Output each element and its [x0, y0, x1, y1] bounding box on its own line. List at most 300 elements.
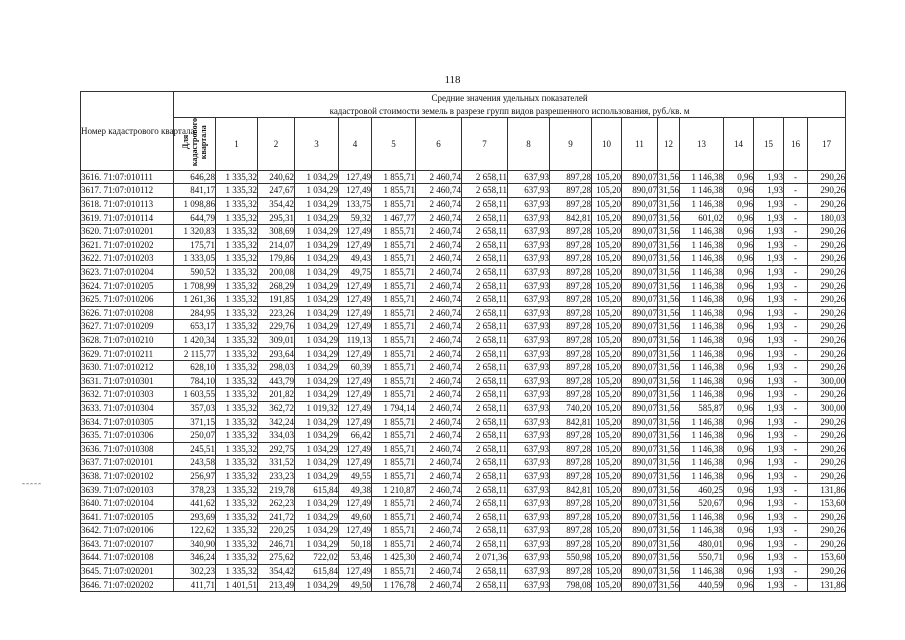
value-cell: 133,75: [339, 198, 372, 212]
value-cell: 0,96: [724, 469, 754, 483]
value-cell: 2 658,11: [462, 442, 508, 456]
cadastral-quarter-cell: 3622. 71:07:010203: [81, 252, 174, 266]
value-cell: 628,10: [174, 361, 216, 375]
value-cell: 105,20: [592, 238, 622, 252]
value-cell: 0,96: [724, 238, 754, 252]
value-cell: 897,28: [550, 442, 592, 456]
value-cell: 290,26: [808, 456, 846, 470]
cadastral-quarter-header: Номер кадастрового квартала: [81, 92, 174, 171]
value-cell: 2 658,11: [462, 279, 508, 293]
value-cell: 2 460,74: [416, 442, 462, 456]
value-cell: 897,28: [550, 374, 592, 388]
value-cell: 0,96: [724, 252, 754, 266]
value-cell: 0,96: [724, 374, 754, 388]
value-cell: -: [784, 537, 808, 551]
value-cell: 1 855,71: [372, 184, 416, 198]
value-cell: 1 098,86: [174, 198, 216, 212]
value-cell: 60,39: [339, 361, 372, 375]
value-cell: 1,93: [754, 469, 784, 483]
value-cell: 233,23: [258, 469, 295, 483]
value-cell: 1 034,29: [295, 497, 339, 511]
value-cell: 897,28: [550, 333, 592, 347]
value-cell: 897,28: [550, 565, 592, 579]
column-header-4: 4: [339, 118, 372, 171]
value-cell: 1 603,55: [174, 388, 216, 402]
value-cell: 31,56: [658, 469, 680, 483]
column-header-13: 13: [680, 118, 724, 171]
value-cell: 890,07: [622, 306, 658, 320]
value-cell: 890,07: [622, 266, 658, 280]
value-cell: 0,96: [724, 537, 754, 551]
value-cell: 290,26: [808, 225, 846, 239]
stray-mark: -----: [22, 478, 42, 488]
value-cell: -: [784, 198, 808, 212]
value-cell: -: [784, 170, 808, 184]
value-cell: 1,93: [754, 238, 784, 252]
value-cell: 49,55: [339, 469, 372, 483]
value-cell: 1 855,71: [372, 266, 416, 280]
value-cell: 1 335,32: [216, 442, 258, 456]
value-cell: -: [784, 429, 808, 443]
value-cell: 2 658,11: [462, 252, 508, 266]
value-cell: 1 146,38: [680, 320, 724, 334]
value-cell: 615,84: [295, 483, 339, 497]
value-cell: 2 460,74: [416, 333, 462, 347]
value-cell: -: [784, 225, 808, 239]
value-cell: 31,56: [658, 374, 680, 388]
value-cell: 2 658,11: [462, 401, 508, 415]
value-cell: 0,96: [724, 306, 754, 320]
value-cell: 31,56: [658, 211, 680, 225]
column-header-6: 6: [416, 118, 462, 171]
value-cell: 1 146,38: [680, 333, 724, 347]
value-cell: 1 019,32: [295, 401, 339, 415]
value-cell: 1 335,32: [216, 333, 258, 347]
value-cell: 480,01: [680, 537, 724, 551]
table-row: [81, 469, 846, 483]
value-cell: 131,86: [808, 578, 846, 592]
value-cell: 49,38: [339, 483, 372, 497]
cadastral-quarter-cell: 3620. 71:07:010201: [81, 225, 174, 239]
value-cell: 378,23: [174, 483, 216, 497]
value-cell: 637,93: [508, 170, 550, 184]
value-cell: 2 658,11: [462, 510, 508, 524]
value-cell: 2 460,74: [416, 497, 462, 511]
value-cell: 842,81: [550, 483, 592, 497]
value-cell: 0,96: [724, 429, 754, 443]
value-cell: 890,07: [622, 170, 658, 184]
value-cell: 1 335,32: [216, 225, 258, 239]
header-row-title: [81, 92, 846, 118]
value-cell: 2 460,74: [416, 456, 462, 470]
value-cell: 1 335,32: [216, 469, 258, 483]
value-cell: 890,07: [622, 320, 658, 334]
value-cell: 49,50: [339, 578, 372, 592]
value-cell: 2 658,11: [462, 374, 508, 388]
value-cell: 2 460,74: [416, 170, 462, 184]
value-cell: 2 658,11: [462, 429, 508, 443]
value-cell: 1 034,29: [295, 578, 339, 592]
value-cell: 127,49: [339, 456, 372, 470]
value-cell: 1 146,38: [680, 252, 724, 266]
value-cell: 1 855,71: [372, 442, 416, 456]
value-cell: 0,96: [724, 456, 754, 470]
value-cell: 2 460,74: [416, 510, 462, 524]
value-cell: 842,81: [550, 211, 592, 225]
value-cell: 127,49: [339, 524, 372, 538]
value-cell: 1 146,38: [680, 306, 724, 320]
value-cell: 897,28: [550, 537, 592, 551]
value-cell: 2 658,11: [462, 497, 508, 511]
value-cell: 290,26: [808, 361, 846, 375]
value-cell: 31,56: [658, 252, 680, 266]
value-cell: 357,03: [174, 401, 216, 415]
value-cell: 2 460,74: [416, 184, 462, 198]
value-cell: 2 460,74: [416, 483, 462, 497]
value-cell: 105,20: [592, 483, 622, 497]
value-cell: 1 855,71: [372, 469, 416, 483]
value-cell: 440,59: [680, 578, 724, 592]
value-cell: 290,26: [808, 184, 846, 198]
value-cell: 601,02: [680, 211, 724, 225]
value-cell: 897,28: [550, 252, 592, 266]
cadastral-quarter-cell: 3616. 71:07:010111: [81, 170, 174, 184]
value-cell: 1 146,38: [680, 279, 724, 293]
value-cell: -: [784, 401, 808, 415]
value-cell: -: [784, 184, 808, 198]
value-cell: 31,56: [658, 401, 680, 415]
value-cell: 223,26: [258, 306, 295, 320]
value-cell: 2 658,11: [462, 293, 508, 307]
table-row: [81, 537, 846, 551]
column-header-10: 10: [592, 118, 622, 171]
value-cell: 637,93: [508, 388, 550, 402]
value-cell: 2 460,74: [416, 565, 462, 579]
value-cell: 371,15: [174, 415, 216, 429]
value-cell: 1,93: [754, 510, 784, 524]
value-cell: 2 658,11: [462, 456, 508, 470]
cadastral-quarter-cell: 3631. 71:07:010301: [81, 374, 174, 388]
value-cell: 1 034,29: [295, 333, 339, 347]
value-cell: 0,96: [724, 198, 754, 212]
value-cell: 298,03: [258, 361, 295, 375]
value-cell: 0,96: [724, 293, 754, 307]
value-cell: 637,93: [508, 483, 550, 497]
value-cell: 1 335,32: [216, 306, 258, 320]
table-row: [81, 456, 846, 470]
value-cell: 2 460,74: [416, 279, 462, 293]
table-row: [81, 320, 846, 334]
cadastral-quarter-cell: 3630. 71:07:010212: [81, 361, 174, 375]
value-cell: 1 335,32: [216, 388, 258, 402]
value-cell: 1,93: [754, 170, 784, 184]
value-cell: 2 658,11: [462, 537, 508, 551]
value-cell: 0,96: [724, 401, 754, 415]
value-cell: 1,93: [754, 497, 784, 511]
value-cell: 1 034,29: [295, 252, 339, 266]
value-cell: 890,07: [622, 497, 658, 511]
value-cell: 290,26: [808, 306, 846, 320]
value-cell: 250,07: [174, 429, 216, 443]
value-cell: 520,67: [680, 497, 724, 511]
value-cell: 637,93: [508, 497, 550, 511]
value-cell: 0,96: [724, 578, 754, 592]
page-number: 118: [444, 74, 461, 86]
value-cell: 1 320,83: [174, 225, 216, 239]
value-cell: 2 658,11: [462, 524, 508, 538]
value-cell: 637,93: [508, 320, 550, 334]
value-cell: 66,42: [339, 429, 372, 443]
column-header-15: 15: [754, 118, 784, 171]
value-cell: 290,26: [808, 333, 846, 347]
value-cell: 127,49: [339, 401, 372, 415]
value-cell: 0,96: [724, 333, 754, 347]
value-cell: 1,93: [754, 266, 784, 280]
value-cell: 1 034,29: [295, 456, 339, 470]
value-cell: -: [784, 415, 808, 429]
value-cell: 0,96: [724, 442, 754, 456]
table-row: [81, 306, 846, 320]
value-cell: 122,62: [174, 524, 216, 538]
value-cell: 1 034,29: [295, 374, 339, 388]
value-cell: 105,20: [592, 252, 622, 266]
value-cell: 1 855,71: [372, 347, 416, 361]
value-cell: 890,07: [622, 537, 658, 551]
value-cell: 1 034,29: [295, 279, 339, 293]
value-cell: 354,42: [258, 198, 295, 212]
cadastral-quarter-cell: 3638. 71:07:020102: [81, 469, 174, 483]
value-cell: 890,07: [622, 333, 658, 347]
column-header-1: 1: [216, 118, 258, 171]
value-cell: 1 034,29: [295, 266, 339, 280]
value-cell: 31,56: [658, 456, 680, 470]
value-cell: 637,93: [508, 415, 550, 429]
value-cell: 637,93: [508, 429, 550, 443]
value-cell: 290,26: [808, 252, 846, 266]
table-row: [81, 374, 846, 388]
value-cell: 105,20: [592, 170, 622, 184]
table-row: [81, 266, 846, 280]
column-header-3: 3: [295, 118, 339, 171]
value-cell: 0,96: [724, 279, 754, 293]
value-cell: 637,93: [508, 266, 550, 280]
value-cell: 31,56: [658, 361, 680, 375]
value-cell: 637,93: [508, 578, 550, 592]
value-cell: 1,93: [754, 401, 784, 415]
value-cell: 256,97: [174, 469, 216, 483]
table-row: [81, 497, 846, 511]
value-cell: 0,96: [724, 184, 754, 198]
value-cell: 1 335,32: [216, 456, 258, 470]
value-cell: 1 335,32: [216, 184, 258, 198]
value-cell: 127,49: [339, 388, 372, 402]
value-cell: 127,49: [339, 238, 372, 252]
value-cell: 105,20: [592, 293, 622, 307]
value-cell: 105,20: [592, 333, 622, 347]
table-row: [81, 238, 846, 252]
value-cell: 2 658,11: [462, 388, 508, 402]
value-cell: 1,93: [754, 252, 784, 266]
value-cell: 1 335,32: [216, 293, 258, 307]
table-row: [81, 442, 846, 456]
value-cell: 2 658,11: [462, 266, 508, 280]
value-cell: 890,07: [622, 279, 658, 293]
value-cell: 346,24: [174, 551, 216, 565]
value-cell: -: [784, 266, 808, 280]
value-cell: 1 034,29: [295, 170, 339, 184]
value-cell: 890,07: [622, 429, 658, 443]
value-cell: 890,07: [622, 388, 658, 402]
value-cell: 1,93: [754, 388, 784, 402]
value-cell: 290,26: [808, 170, 846, 184]
value-cell: 890,07: [622, 442, 658, 456]
table-row: [81, 347, 846, 361]
value-cell: 890,07: [622, 238, 658, 252]
value-cell: 31,56: [658, 388, 680, 402]
value-cell: 2 460,74: [416, 347, 462, 361]
value-cell: 290,26: [808, 266, 846, 280]
value-cell: 637,93: [508, 279, 550, 293]
value-cell: 127,49: [339, 170, 372, 184]
value-cell: 637,93: [508, 225, 550, 239]
value-cell: 653,17: [174, 320, 216, 334]
value-cell: 105,20: [592, 306, 622, 320]
value-cell: 740,20: [550, 401, 592, 415]
value-cell: 127,49: [339, 415, 372, 429]
value-cell: 1 034,29: [295, 442, 339, 456]
value-cell: 1 855,71: [372, 170, 416, 184]
value-cell: 2 460,74: [416, 388, 462, 402]
value-cell: 0,96: [724, 347, 754, 361]
value-cell: 1 855,71: [372, 565, 416, 579]
table-row: [81, 415, 846, 429]
value-cell: 890,07: [622, 510, 658, 524]
value-cell: 105,20: [592, 429, 622, 443]
value-cell: 1,93: [754, 198, 784, 212]
value-cell: 1,93: [754, 578, 784, 592]
value-cell: 105,20: [592, 537, 622, 551]
value-cell: 105,20: [592, 184, 622, 198]
value-cell: 644,79: [174, 211, 216, 225]
value-cell: 1 335,32: [216, 483, 258, 497]
value-cell: 1 401,51: [216, 578, 258, 592]
value-cell: 1 335,32: [216, 497, 258, 511]
value-cell: 890,07: [622, 361, 658, 375]
value-cell: 1 034,29: [295, 347, 339, 361]
value-cell: 131,86: [808, 483, 846, 497]
value-cell: 890,07: [622, 401, 658, 415]
value-cell: 890,07: [622, 415, 658, 429]
value-cell: 243,58: [174, 456, 216, 470]
value-cell: 722,02: [295, 551, 339, 565]
value-cell: 105,20: [592, 497, 622, 511]
value-cell: -: [784, 456, 808, 470]
value-cell: 897,28: [550, 524, 592, 538]
value-cell: 897,28: [550, 225, 592, 239]
cadastral-quarter-cell: 3629. 71:07:010211: [81, 347, 174, 361]
table-row: [81, 333, 846, 347]
table-row: [81, 198, 846, 212]
value-cell: 637,93: [508, 333, 550, 347]
table-title-line2: кадастровой стоимости земель в разрезе групп видов разрешенного использования, руб./кв. м: [329, 105, 690, 116]
value-cell: 0,96: [724, 388, 754, 402]
value-cell: 897,28: [550, 429, 592, 443]
value-cell: 105,20: [592, 442, 622, 456]
value-cell: 342,24: [258, 415, 295, 429]
value-cell: 2 460,74: [416, 293, 462, 307]
value-cell: -: [784, 524, 808, 538]
cadastral-quarter-cell: 3644. 71:07:020108: [81, 551, 174, 565]
header-row-columns: [81, 118, 846, 171]
value-cell: 1 146,38: [680, 293, 724, 307]
value-cell: 890,07: [622, 252, 658, 266]
value-cell: 1 335,32: [216, 401, 258, 415]
value-cell: 1,93: [754, 320, 784, 334]
value-cell: 59,32: [339, 211, 372, 225]
value-cell: 31,56: [658, 333, 680, 347]
value-cell: 2 460,74: [416, 537, 462, 551]
cadastral-quarter-cell: 3625. 71:07:010206: [81, 293, 174, 307]
value-cell: 1 146,38: [680, 469, 724, 483]
value-cell: 1 146,38: [680, 565, 724, 579]
value-cell: 105,20: [592, 578, 622, 592]
value-cell: 1,93: [754, 442, 784, 456]
value-cell: 31,56: [658, 524, 680, 538]
cadastral-quarter-cell: 3619. 71:07:010114: [81, 211, 174, 225]
value-cell: 105,20: [592, 211, 622, 225]
value-cell: 2 460,74: [416, 415, 462, 429]
value-cell: 331,52: [258, 456, 295, 470]
value-cell: 2 658,11: [462, 211, 508, 225]
value-cell: 49,43: [339, 252, 372, 266]
value-cell: 2 460,74: [416, 306, 462, 320]
value-cell: 1 034,29: [295, 469, 339, 483]
value-cell: 1 855,71: [372, 252, 416, 266]
value-cell: 31,56: [658, 565, 680, 579]
column-header-12: 12: [658, 118, 680, 171]
value-cell: 31,56: [658, 483, 680, 497]
value-cell: 637,93: [508, 565, 550, 579]
value-cell: 890,07: [622, 225, 658, 239]
value-cell: 153,60: [808, 551, 846, 565]
cadastral-quarter-cell: 3628. 71:07:010210: [81, 333, 174, 347]
value-cell: 105,20: [592, 524, 622, 538]
table-row: [81, 483, 846, 497]
value-cell: 127,49: [339, 225, 372, 239]
value-cell: 31,56: [658, 442, 680, 456]
value-cell: 897,28: [550, 198, 592, 212]
value-cell: 2 658,11: [462, 578, 508, 592]
value-cell: 1 855,71: [372, 415, 416, 429]
value-cell: 105,20: [592, 266, 622, 280]
value-cell: 175,71: [174, 238, 216, 252]
table-row: [81, 510, 846, 524]
value-cell: 229,76: [258, 320, 295, 334]
value-cell: 0,96: [724, 565, 754, 579]
value-cell: 290,26: [808, 279, 846, 293]
value-cell: 1 855,71: [372, 429, 416, 443]
value-cell: 290,26: [808, 293, 846, 307]
value-cell: 268,29: [258, 279, 295, 293]
value-cell: 890,07: [622, 524, 658, 538]
value-cell: 0,96: [724, 524, 754, 538]
value-cell: 1,93: [754, 524, 784, 538]
value-cell: 1 034,29: [295, 429, 339, 443]
value-cell: 1 146,38: [680, 361, 724, 375]
value-cell: 1,93: [754, 415, 784, 429]
cadastral-quarter-cell: 3626. 71:07:010208: [81, 306, 174, 320]
value-cell: 2 460,74: [416, 238, 462, 252]
